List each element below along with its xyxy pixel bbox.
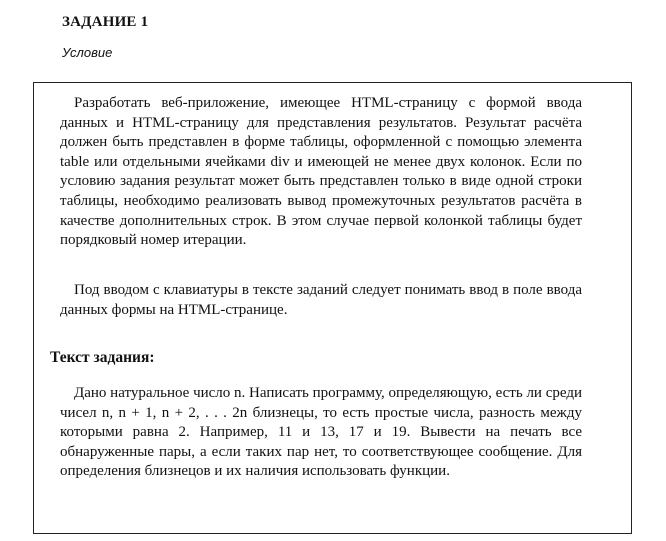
condition-label: Условие [62,45,113,60]
task-text-title: Текст задания: [50,349,155,366]
task-heading: ЗАДАНИЕ 1 [62,14,149,30]
task-text-paragraph: Дано натуральное число n. Написать программу, определяющую, есть ли среди чисел n, n + 1, n + 2, . . . 2n близнецы, то есть простые числа, разность между которыми равна 2. Например, 11 и 13, 17 и 19. Вывести на печать все обнаруженные пары, а если таких пар нет, то соответствующее сообщение. Для определения близнецов и их наличия использовать функции. [60,385,582,480]
condition-paragraph-2: Под вводом с клавиатуры в тексте заданий следует понимать ввод в поле ввода данных формы на HTML-странице. [60,282,582,318]
condition-paragraph-1: Разработать веб-приложение, имеющее HTML-страницу с формой ввода данных и HTML-страницу для представления результатов. Результат расчёта должен быть представлен в форме таблицы, оформленной с помощью элемента table или отдельными ячейками div и имеющей не менее двух колонок. Если по условию задания результат может быть представлен только в виде одной строки таблицы, необходимо реализовать вывод промежуточных результатов расчёта в качестве дополнительных строк. В этом случае первой колонкой таблицы будет порядковый номер итерации. [60,95,582,249]
